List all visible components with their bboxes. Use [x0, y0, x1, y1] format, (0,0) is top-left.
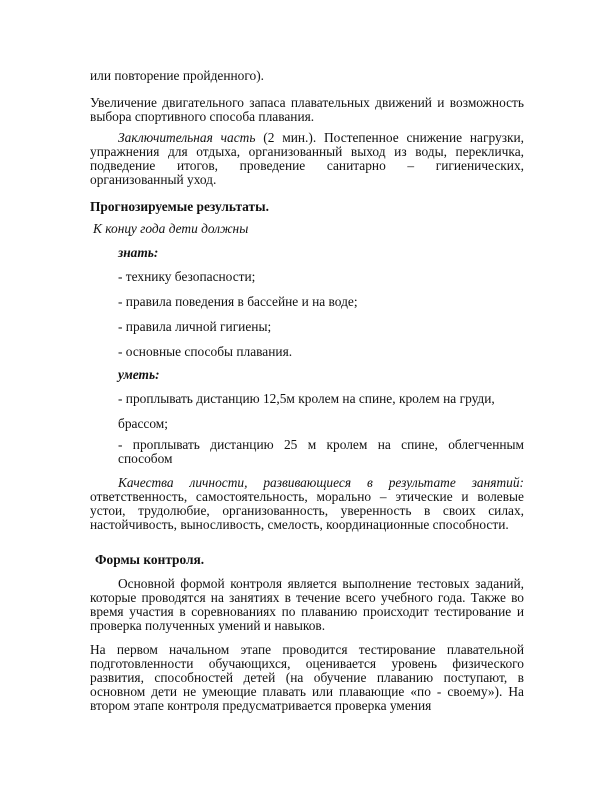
paragraph-final-part [90, 131, 524, 187]
qualities-text: ответственность, самостоятельность, морально – этические и волевые устои, трудолюбие, организованность, уверенность в своих силах, настойчивость, выносливость, смелость, координационные способности. [90, 489, 524, 532]
paragraph-control-main: Основной формой контроля является выполнение тестовых заданий, которые проводятся на занятиях в течение всего учебного года. Также во время участия в соревнованиях по плаванию происходит тестирование и проверка полученных умений и навыков. [90, 576, 524, 633]
know-item-safety: - технику безопасности; [118, 269, 256, 284]
heading-expected-results: Прогнозируемые результаты. [90, 199, 269, 214]
paragraph-motor-skills: Увеличение двигательного запаса плавательных движений и возможность выбора спортивного способа плавания. [90, 95, 524, 124]
can-label: уметь: [118, 367, 160, 382]
can-item-25m: - проплывать дистанцию 25 м кролем на спине, облегченным способом [118, 437, 524, 466]
paragraph-continuation: или повторение пройденного). [90, 68, 265, 83]
know-item-swim-styles: - основные способы плавания. [118, 344, 293, 359]
know-item-pool-rules: - правила поведения в бассейне и на воде; [118, 294, 358, 309]
year-end-intro: К концу года дети должны [93, 221, 249, 236]
final-part-label: Заключительная часть [118, 130, 256, 145]
final-part-text: (2 мин.). Постепенное снижение нагрузки, упражнения для отдыха, организованный выход из воды, перекличка, подведение итогов, проведение санитарно – гигиенических, организованный уход. [90, 130, 524, 187]
paragraph-qualities [90, 476, 524, 532]
paragraph-first-stage: На первом начальном этапе проводится тестирование плавательной подготовленности обучающихся, оценивается уровень физического развития, способностей детей (на обучение плаванию поступают, в основном дети не умеющие плавать или плавающие «по - своему»). На втором этапе контроля предусматривается проверка умения [90, 642, 524, 713]
can-item-breaststroke: брассом; [118, 416, 168, 431]
can-item-12m: - проплывать дистанцию 12,5м кролем на спине, кролем на груди, [118, 391, 495, 406]
know-label: знать: [118, 245, 159, 260]
know-item-hygiene: - правила личной гигиены; [118, 319, 272, 334]
heading-control-forms: Формы контроля. [95, 552, 205, 567]
qualities-label: Качества личности, развивающиеся в результате занятий: [118, 475, 524, 490]
